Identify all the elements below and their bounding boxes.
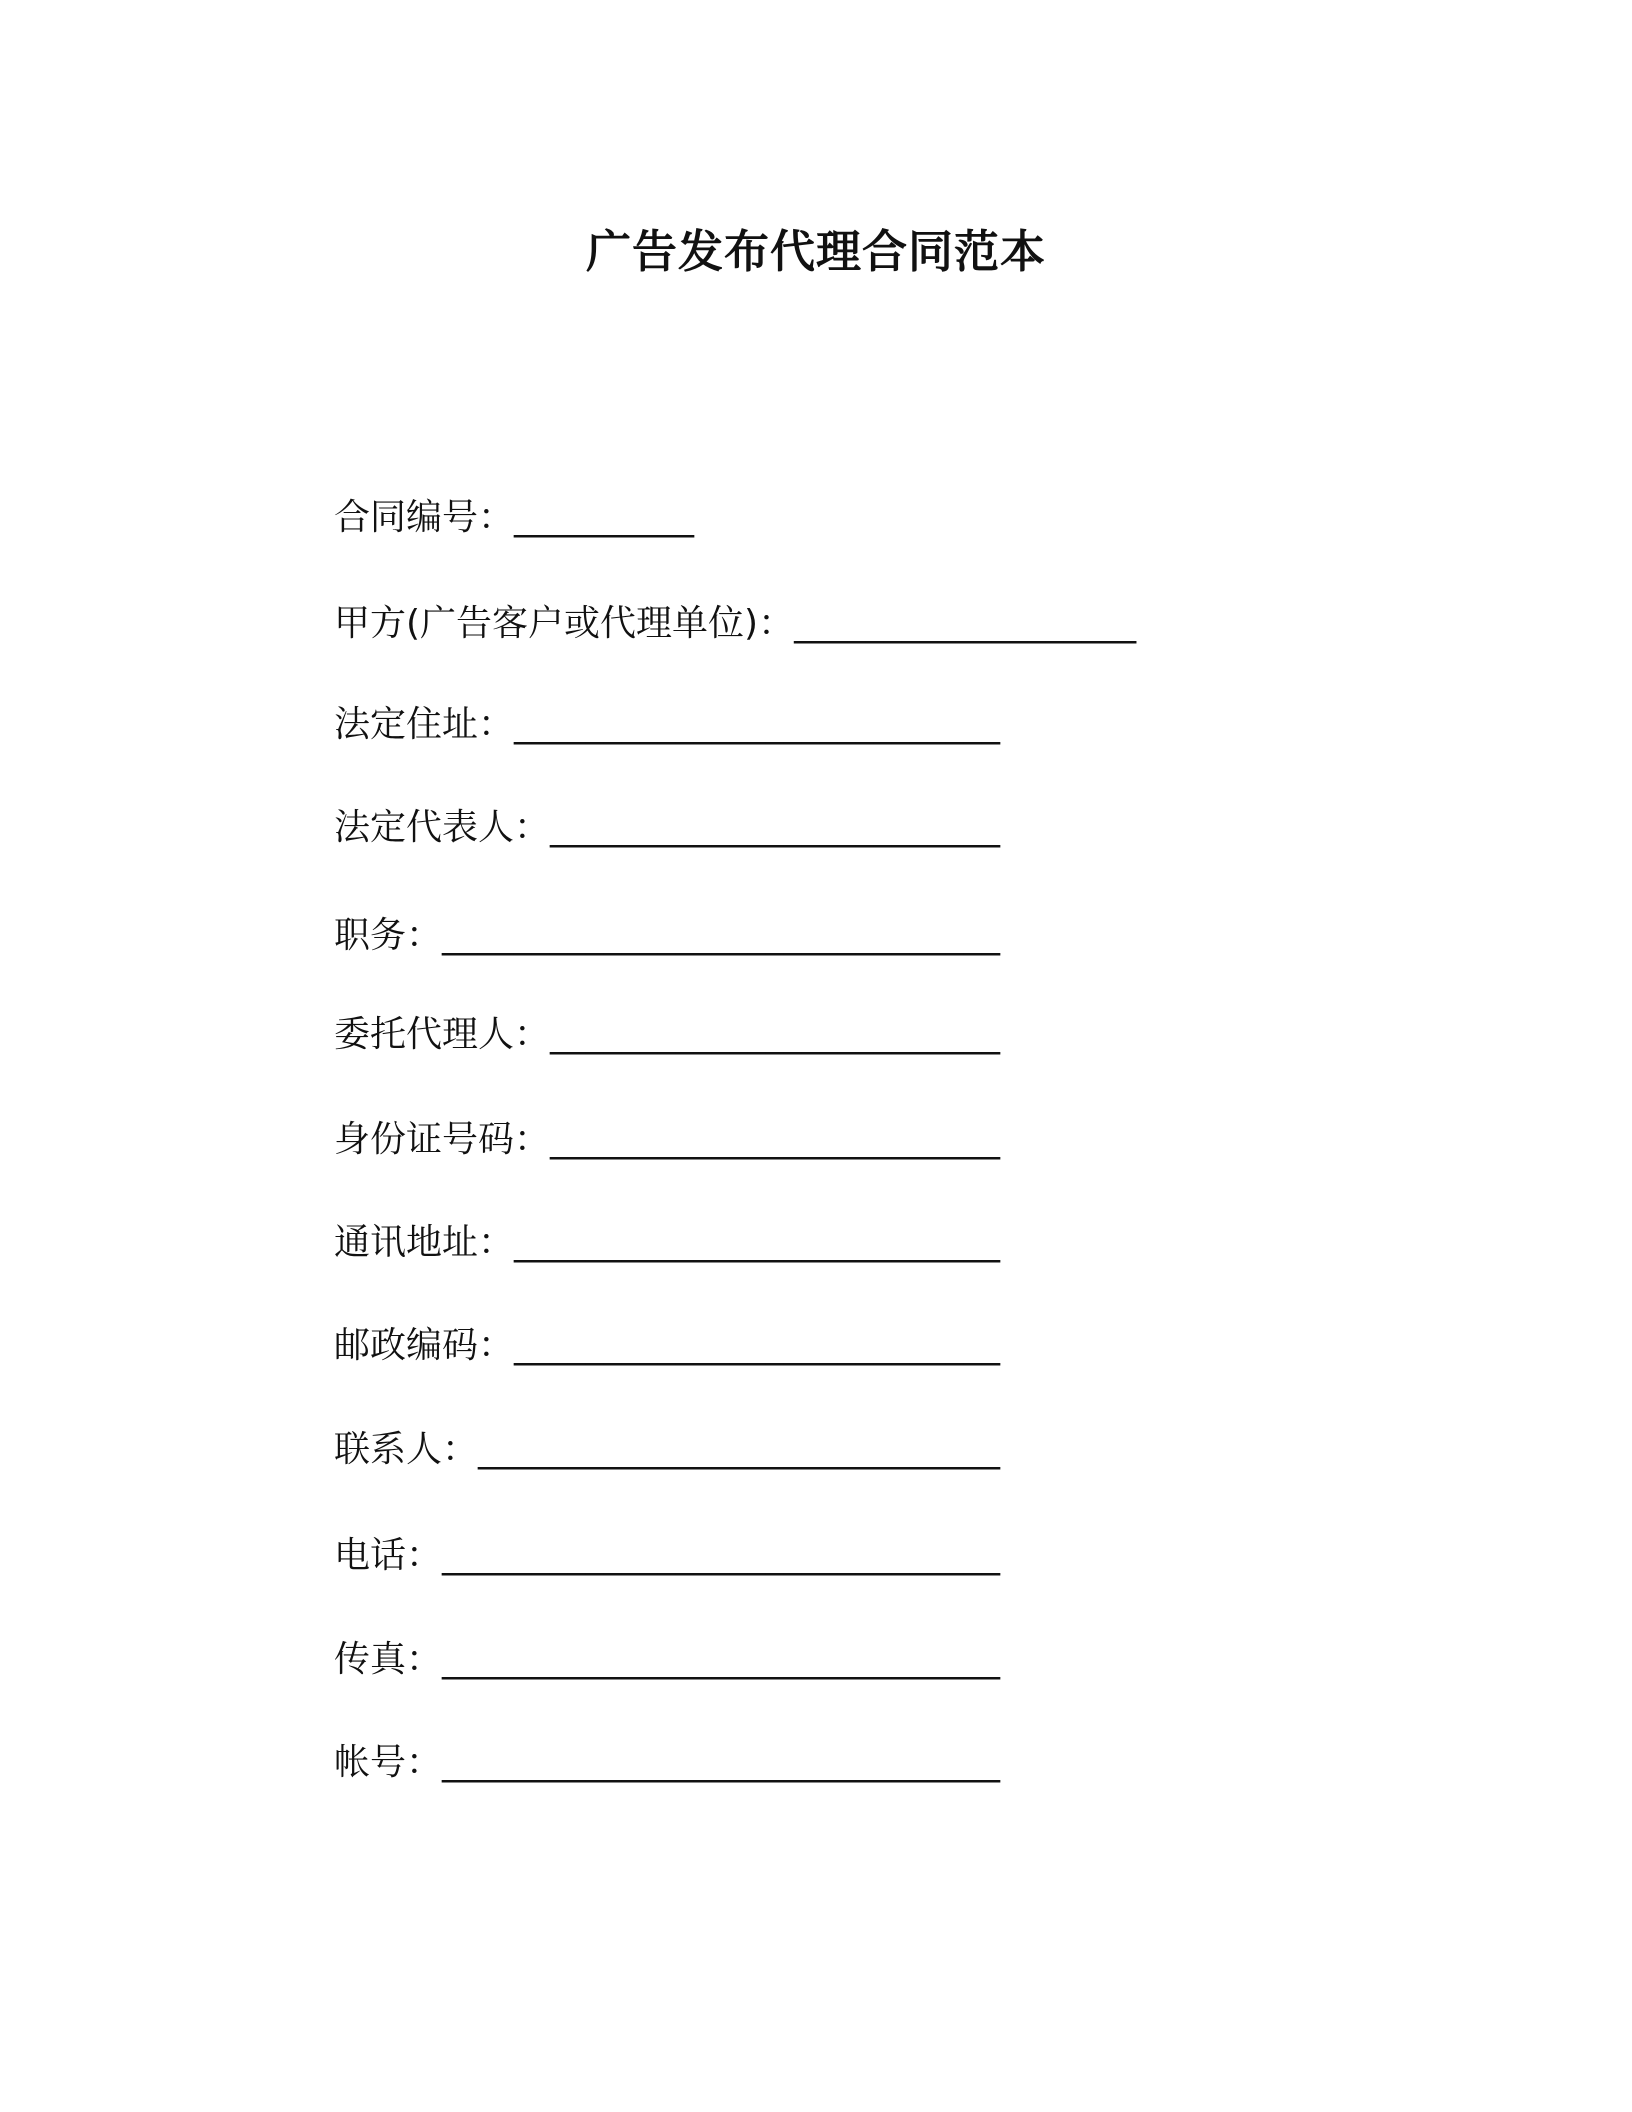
field-phone [334, 1531, 1000, 1581]
field-id-number [334, 1115, 1000, 1165]
field-legal-address [334, 700, 1000, 750]
field-label: 身份证号码： [334, 1119, 551, 1160]
field-label: 委托代理人： [334, 1014, 551, 1055]
field-legal-representative [334, 803, 1000, 853]
field-label: 通讯地址： [334, 1222, 515, 1263]
field-postal-code [334, 1321, 1000, 1371]
field-contract-number [334, 493, 694, 543]
field-blank: _________________________ [550, 807, 1001, 848]
field-blank: _______________________________ [442, 1742, 1001, 1783]
field-label: 合同编号： [334, 497, 515, 538]
field-blank: ___________________________ [514, 1222, 1001, 1263]
field-label: 帐号： [334, 1742, 443, 1783]
field-label: 法定代表人： [334, 807, 551, 848]
field-label: 职务： [334, 915, 443, 956]
field-party-a [334, 599, 1136, 649]
field-contact-person [334, 1425, 1000, 1475]
field-blank: _______________________________ [442, 1535, 1001, 1576]
field-label: 法定住址： [334, 704, 515, 745]
field-label: 甲方(广告客户或代理单位)： [334, 603, 795, 644]
field-label: 电话： [334, 1535, 443, 1576]
field-blank: _____________________________ [478, 1429, 1001, 1470]
field-blank: ___________________________ [514, 704, 1001, 745]
field-blank: __________ [514, 497, 695, 538]
field-blank: _________________________ [550, 1014, 1001, 1055]
field-account-number [334, 1738, 1000, 1788]
field-blank: ___________________________ [514, 1325, 1001, 1366]
field-blank: ___________________ [794, 603, 1137, 644]
field-authorized-agent [334, 1010, 1000, 1060]
field-mailing-address [334, 1218, 1000, 1268]
field-blank: _______________________________ [442, 915, 1001, 956]
field-label: 邮政编码： [334, 1325, 515, 1366]
field-label: 传真： [334, 1639, 443, 1680]
field-blank: _______________________________ [442, 1639, 1001, 1680]
field-blank: _________________________ [550, 1119, 1001, 1160]
field-fax [334, 1635, 1000, 1685]
field-position [334, 911, 1000, 961]
document-title: 广告发布代理合同范本 [585, 225, 1046, 278]
field-label: 联系人： [334, 1429, 479, 1470]
